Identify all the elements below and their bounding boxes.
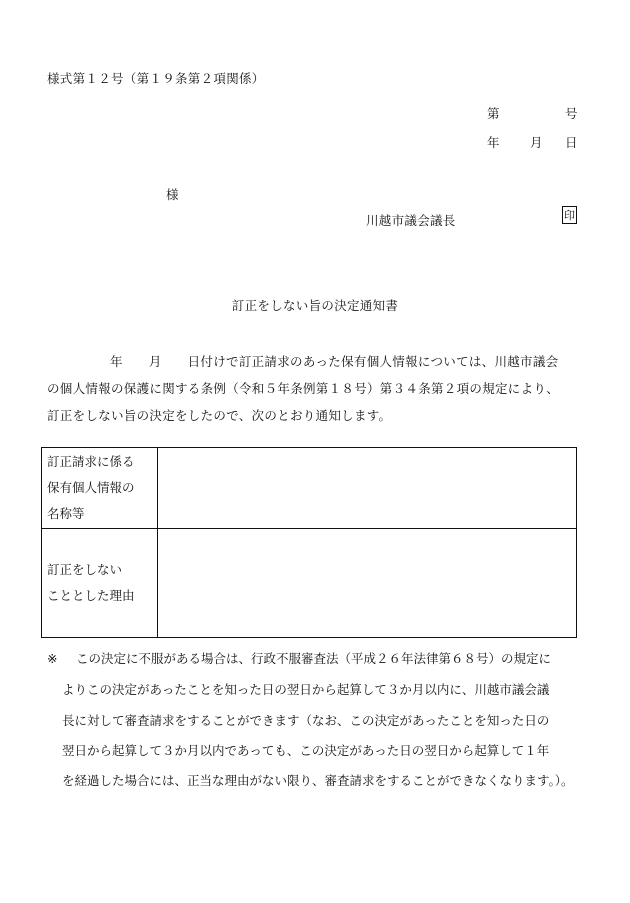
row2-label-line: 訂正をしない <box>47 562 123 577</box>
table-row <box>42 448 577 529</box>
sender-name: 川越市議会議長 <box>366 213 456 228</box>
body-line-2: の個人情報の保護に関する条例（令和５年条例第１８号）第３４条第２項の規定により、 <box>47 381 560 396</box>
row1-label <box>42 448 158 529</box>
body-year: 年 <box>110 354 123 369</box>
note-line-4: 翌日から起算して３か月以内であっても、この決定があった日の翌日から起算して１年 <box>62 743 550 758</box>
date-month: 月 <box>530 135 543 150</box>
number-dai: 第 <box>487 106 500 121</box>
note-line-2: よりこの決定があったことを知った日の翌日から起算して３か月以内に、川越市議会議 <box>62 682 550 697</box>
addressee-suffix: 様 <box>166 187 179 202</box>
body-line-1-rest: 日付けで訂正請求のあった保有個人情報については、川越市議会 <box>187 354 559 369</box>
info-table <box>41 447 577 638</box>
date-year: 年 <box>487 135 500 150</box>
number-go: 号 <box>565 106 578 121</box>
body-line-1 <box>47 348 558 375</box>
row2-label <box>42 529 158 638</box>
document-title: 訂正をしない旨の決定通知書 <box>231 298 399 313</box>
row1-label-line: 訂正請求に係る <box>47 454 135 469</box>
note-line-3: 長に対して審査請求をすることができます（なお、この決定があったことを知った日の <box>62 713 550 728</box>
row2-label-line: こととした理由 <box>47 588 135 603</box>
row1-value <box>158 448 577 529</box>
form-number: 様式第１２号（第１９条第２項関係） <box>47 71 265 86</box>
row1-label-line: 名称等 <box>47 506 85 521</box>
body-line-3: 訂正をしない旨の決定をしたので、次のとおり通知します。 <box>47 408 392 423</box>
date-day: 日 <box>565 135 578 150</box>
table-row <box>42 529 577 638</box>
seal-box: 印 <box>562 206 577 224</box>
body-month: 月 <box>148 354 162 369</box>
note-line-5: を経過した場合には、正当な理由がない限り、審査請求をすることができなくなります。）。 <box>62 773 574 788</box>
row1-label-line: 保有個人情報の <box>47 480 135 495</box>
note-line-1 <box>47 645 551 672</box>
note-mark: ※ <box>47 651 58 666</box>
note-line-1-text: この決定に不服がある場合は、行政不服審査法（平成２６年法律第６８号）の規定に <box>76 651 552 666</box>
row2-value <box>158 529 577 638</box>
